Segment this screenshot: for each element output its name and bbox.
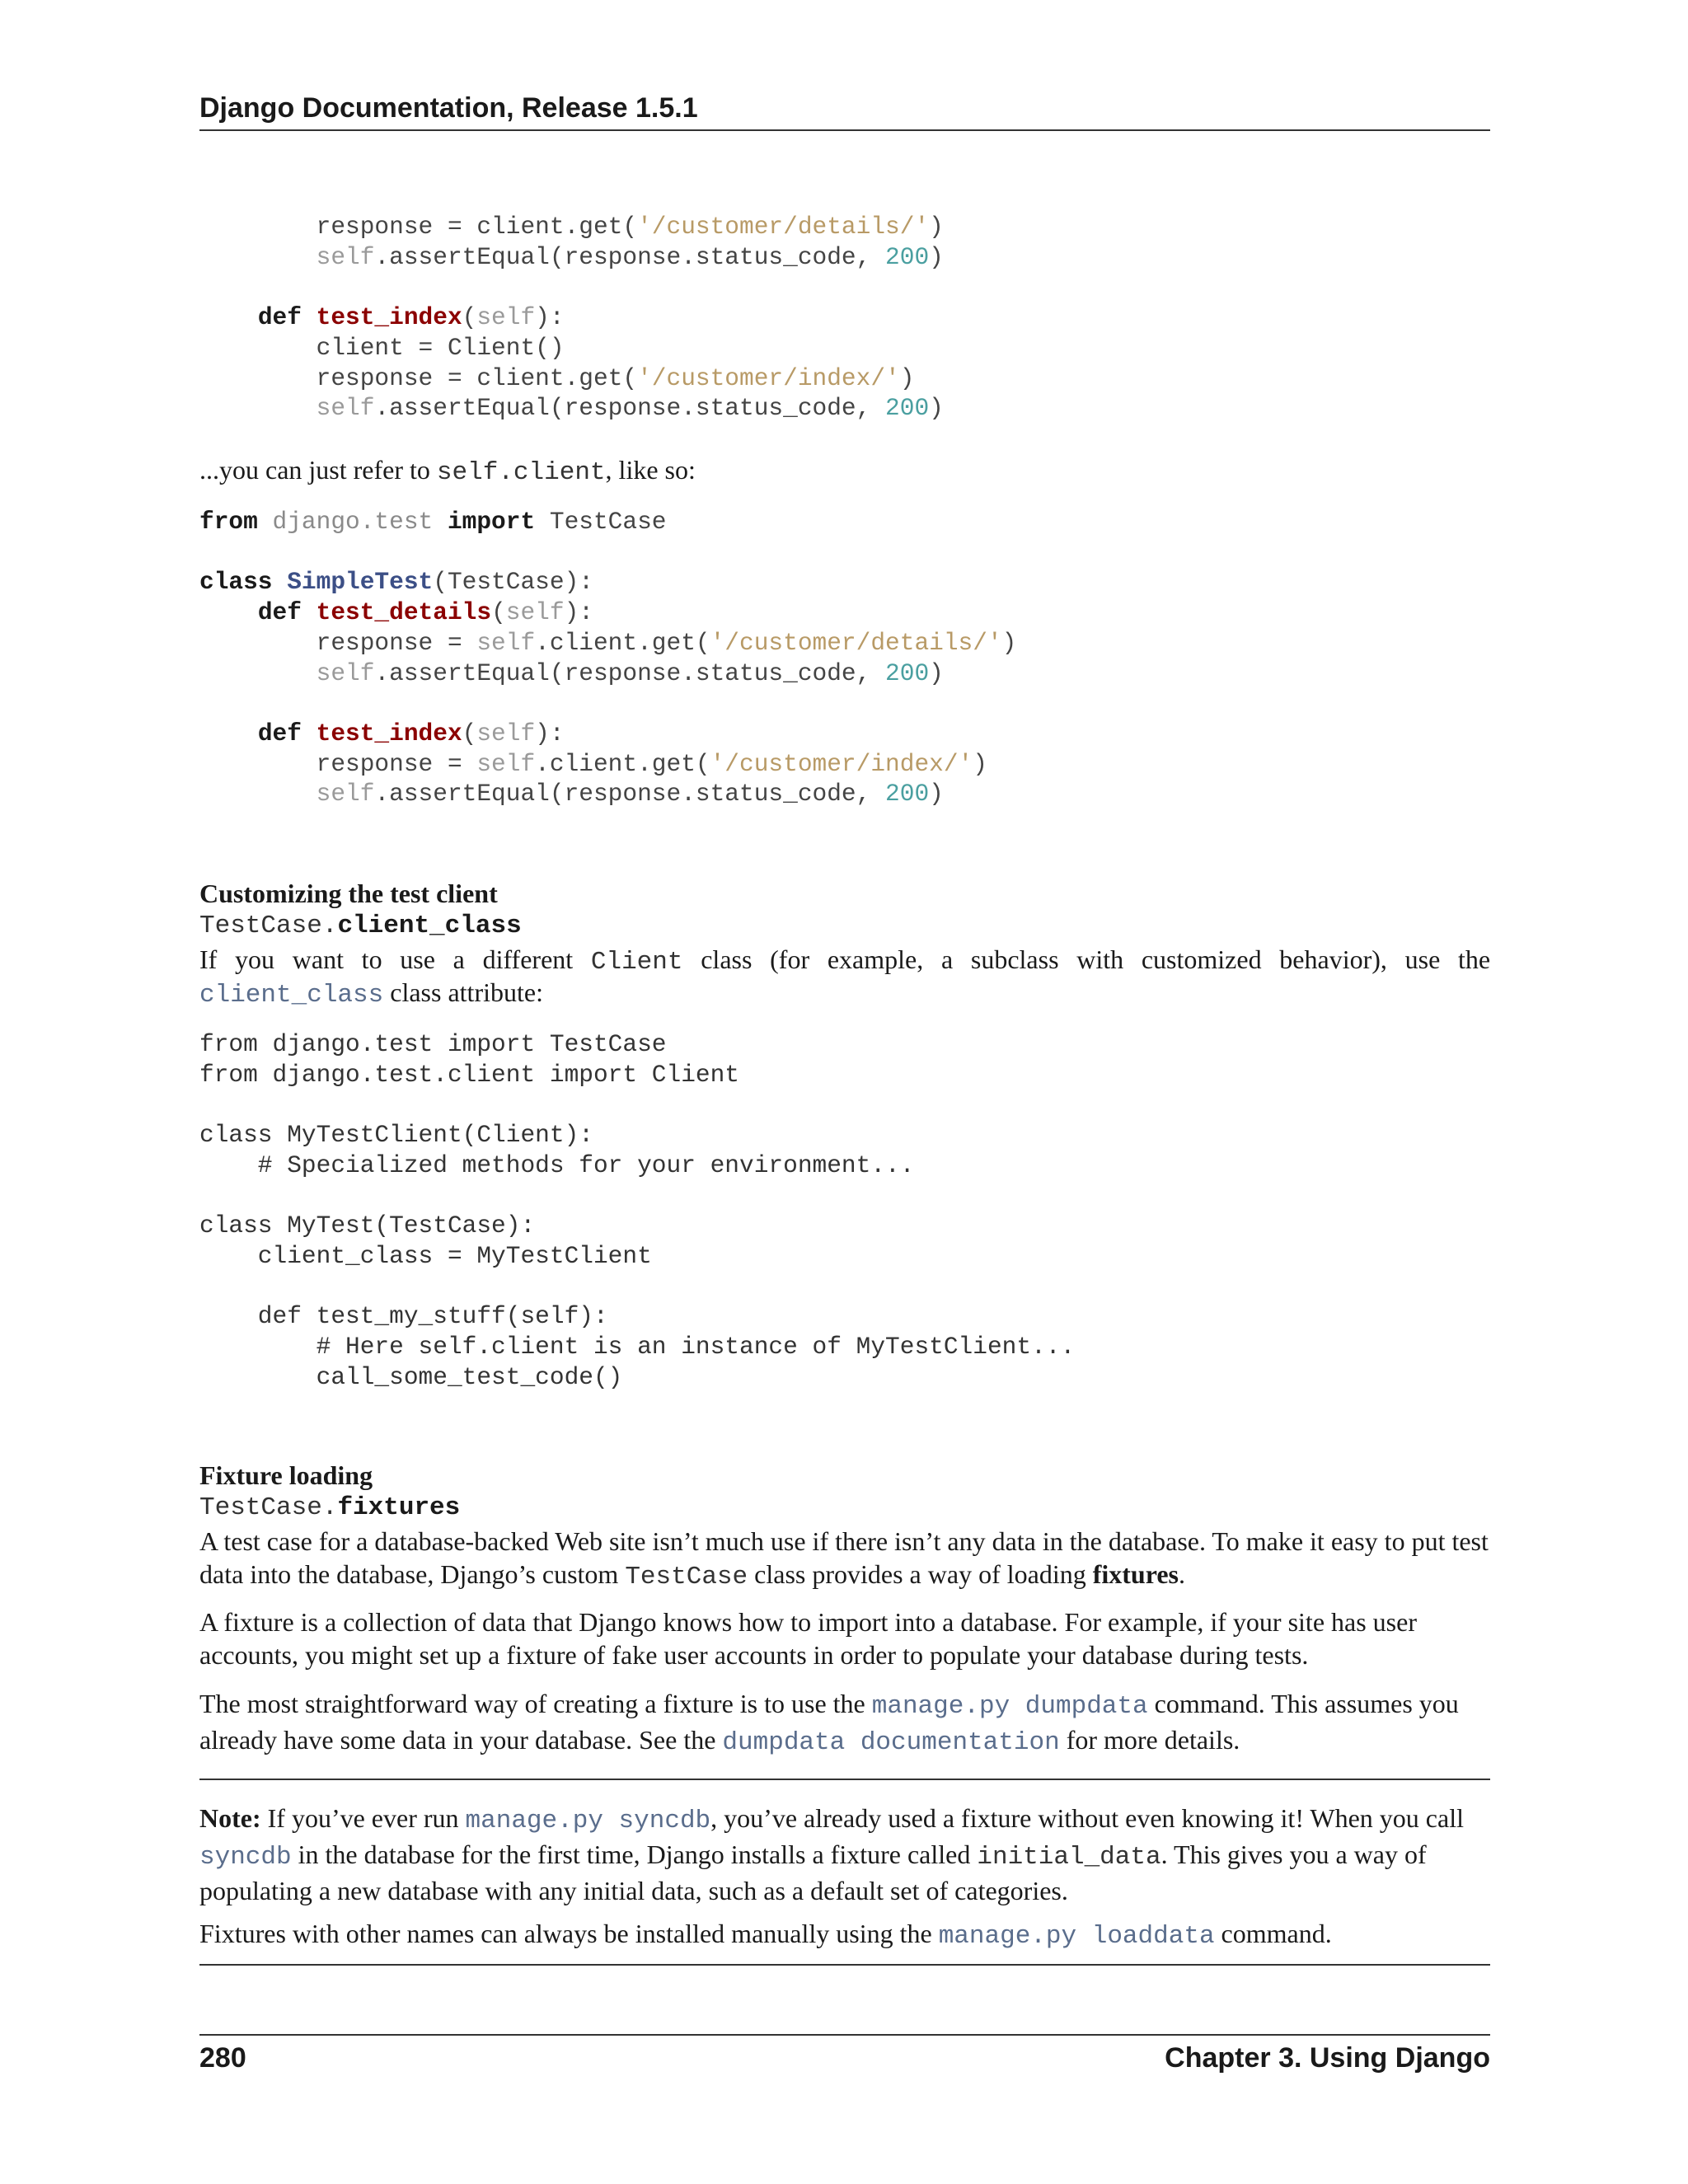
footer-rule bbox=[199, 2034, 1490, 2036]
word: you bbox=[235, 944, 275, 974]
running-footer bbox=[199, 2042, 1490, 2074]
code-mytestclient: from django.test import TestCase from django.test.client import Client class MyTestClient(Client): # Specialized methods for your environment... class MyTest(TestCase): client_class = MyTestClient def test_my_stuff(self): # Here self.client is an instance of MyTestClient... call_some_test_code() bbox=[199, 1030, 1076, 1391]
paragraph-client-class-line2: client_class class attribute: bbox=[199, 977, 543, 1010]
word: Client bbox=[590, 948, 683, 977]
note-paragraph-1: Note: If you’ve ever run manage.py syncdb, you’ve already used a fixture without even knowing it! When you call syncdb in the database for the first time, Django installs a fixture called initial_data. This gives you a way of populating a new database with any initial data, such as a default set of categories. bbox=[199, 1803, 1464, 1905]
paragraph-refer-client: ...you can just refer to self.client, like so: bbox=[199, 455, 696, 487]
word: different bbox=[482, 944, 574, 974]
word: If bbox=[199, 944, 218, 974]
note-top-rule bbox=[199, 1779, 1490, 1780]
section-title-fixtures: Fixture loading bbox=[199, 1460, 373, 1490]
word: (for bbox=[770, 944, 810, 974]
word: behavior), bbox=[1279, 944, 1387, 974]
word: want bbox=[292, 944, 344, 974]
word: a bbox=[940, 944, 954, 974]
word: use bbox=[1404, 944, 1441, 974]
code-block-mytestclient bbox=[199, 1029, 1490, 1392]
note-label: Note: bbox=[199, 1803, 261, 1833]
page-number: 280 bbox=[199, 2042, 246, 2074]
paragraph-fixtures-intro: A test case for a database-backed Web site isn’t much use if there isn’t any data in the database. To make it easy to put test data into the database, Django’s custom TestCase class provides a way of loading fixtures. bbox=[199, 1526, 1489, 1591]
running-header: Django Documentation, Release 1.5.1 bbox=[199, 92, 698, 124]
word: the bbox=[1458, 944, 1491, 974]
word: class bbox=[701, 944, 753, 974]
loaddata-command-link[interactable]: manage.py loaddata bbox=[938, 1922, 1215, 1951]
paragraph-create-fixture: The most straightforward way of creating a fixture is to use the manage.py dumpdata command. This assumes you already have some data in your database. See the dumpdata documentation for more details. bbox=[199, 1689, 1459, 1757]
word: example, bbox=[827, 944, 924, 974]
word: customized bbox=[1141, 944, 1262, 974]
document-page bbox=[199, 0, 1490, 2184]
paragraph-client-class-line1 bbox=[199, 943, 1490, 979]
paragraph-fixture-definition: A fixture is a collection of data that Django knows how to import into a database. For example, if your site has user accounts, you might set up a fixture of fake user accounts in order to populate your database during tests. bbox=[199, 1607, 1417, 1670]
section-title-customizing: Customizing the test client bbox=[199, 879, 498, 908]
code-block-simpletest: from django.test import TestCase class SimpleTest(TestCase): def test_details(self): response = self.client.get('/customer/details/') self.assertEqual(response.status_code, 200) def test_index(self): response = self.client.get('/customer/index/') self.assertEqual(response.status_code, 200) bbox=[199, 508, 1017, 808]
attribute-signature-fixtures: TestCase.fixtures bbox=[199, 1493, 461, 1522]
note-bottom-rule bbox=[199, 1964, 1490, 1966]
word: to bbox=[361, 944, 382, 974]
attribute-signature-client-class: TestCase.client_class bbox=[199, 912, 522, 940]
header-rule bbox=[199, 129, 1490, 131]
note-paragraph-2: Fixtures with other names can always be installed manually using the manage.py loaddata command. bbox=[199, 1919, 1332, 1951]
dumpdata-documentation-link[interactable]: dumpdata documentation bbox=[722, 1728, 1060, 1757]
client-class-link[interactable]: client_class bbox=[199, 981, 384, 1010]
syncdb-command-link[interactable]: manage.py syncdb bbox=[465, 1807, 711, 1835]
dumpdata-command-link[interactable]: manage.py dumpdata bbox=[871, 1692, 1148, 1721]
chapter-title: Chapter 3. Using Django bbox=[1165, 2042, 1490, 2074]
syncdb-link[interactable]: syncdb bbox=[199, 1843, 292, 1872]
word: use bbox=[400, 944, 435, 974]
code-block-continuation: response = client.get('/customer/details/') self.assertEqual(response.status_code, 200) def test_index(self): client = Client() response = client.get('/customer/index/') self.assertEqual(response.status_code, 200) bbox=[257, 213, 944, 423]
word: subclass bbox=[970, 944, 1059, 974]
word: with bbox=[1076, 944, 1124, 974]
word: a bbox=[452, 944, 465, 974]
